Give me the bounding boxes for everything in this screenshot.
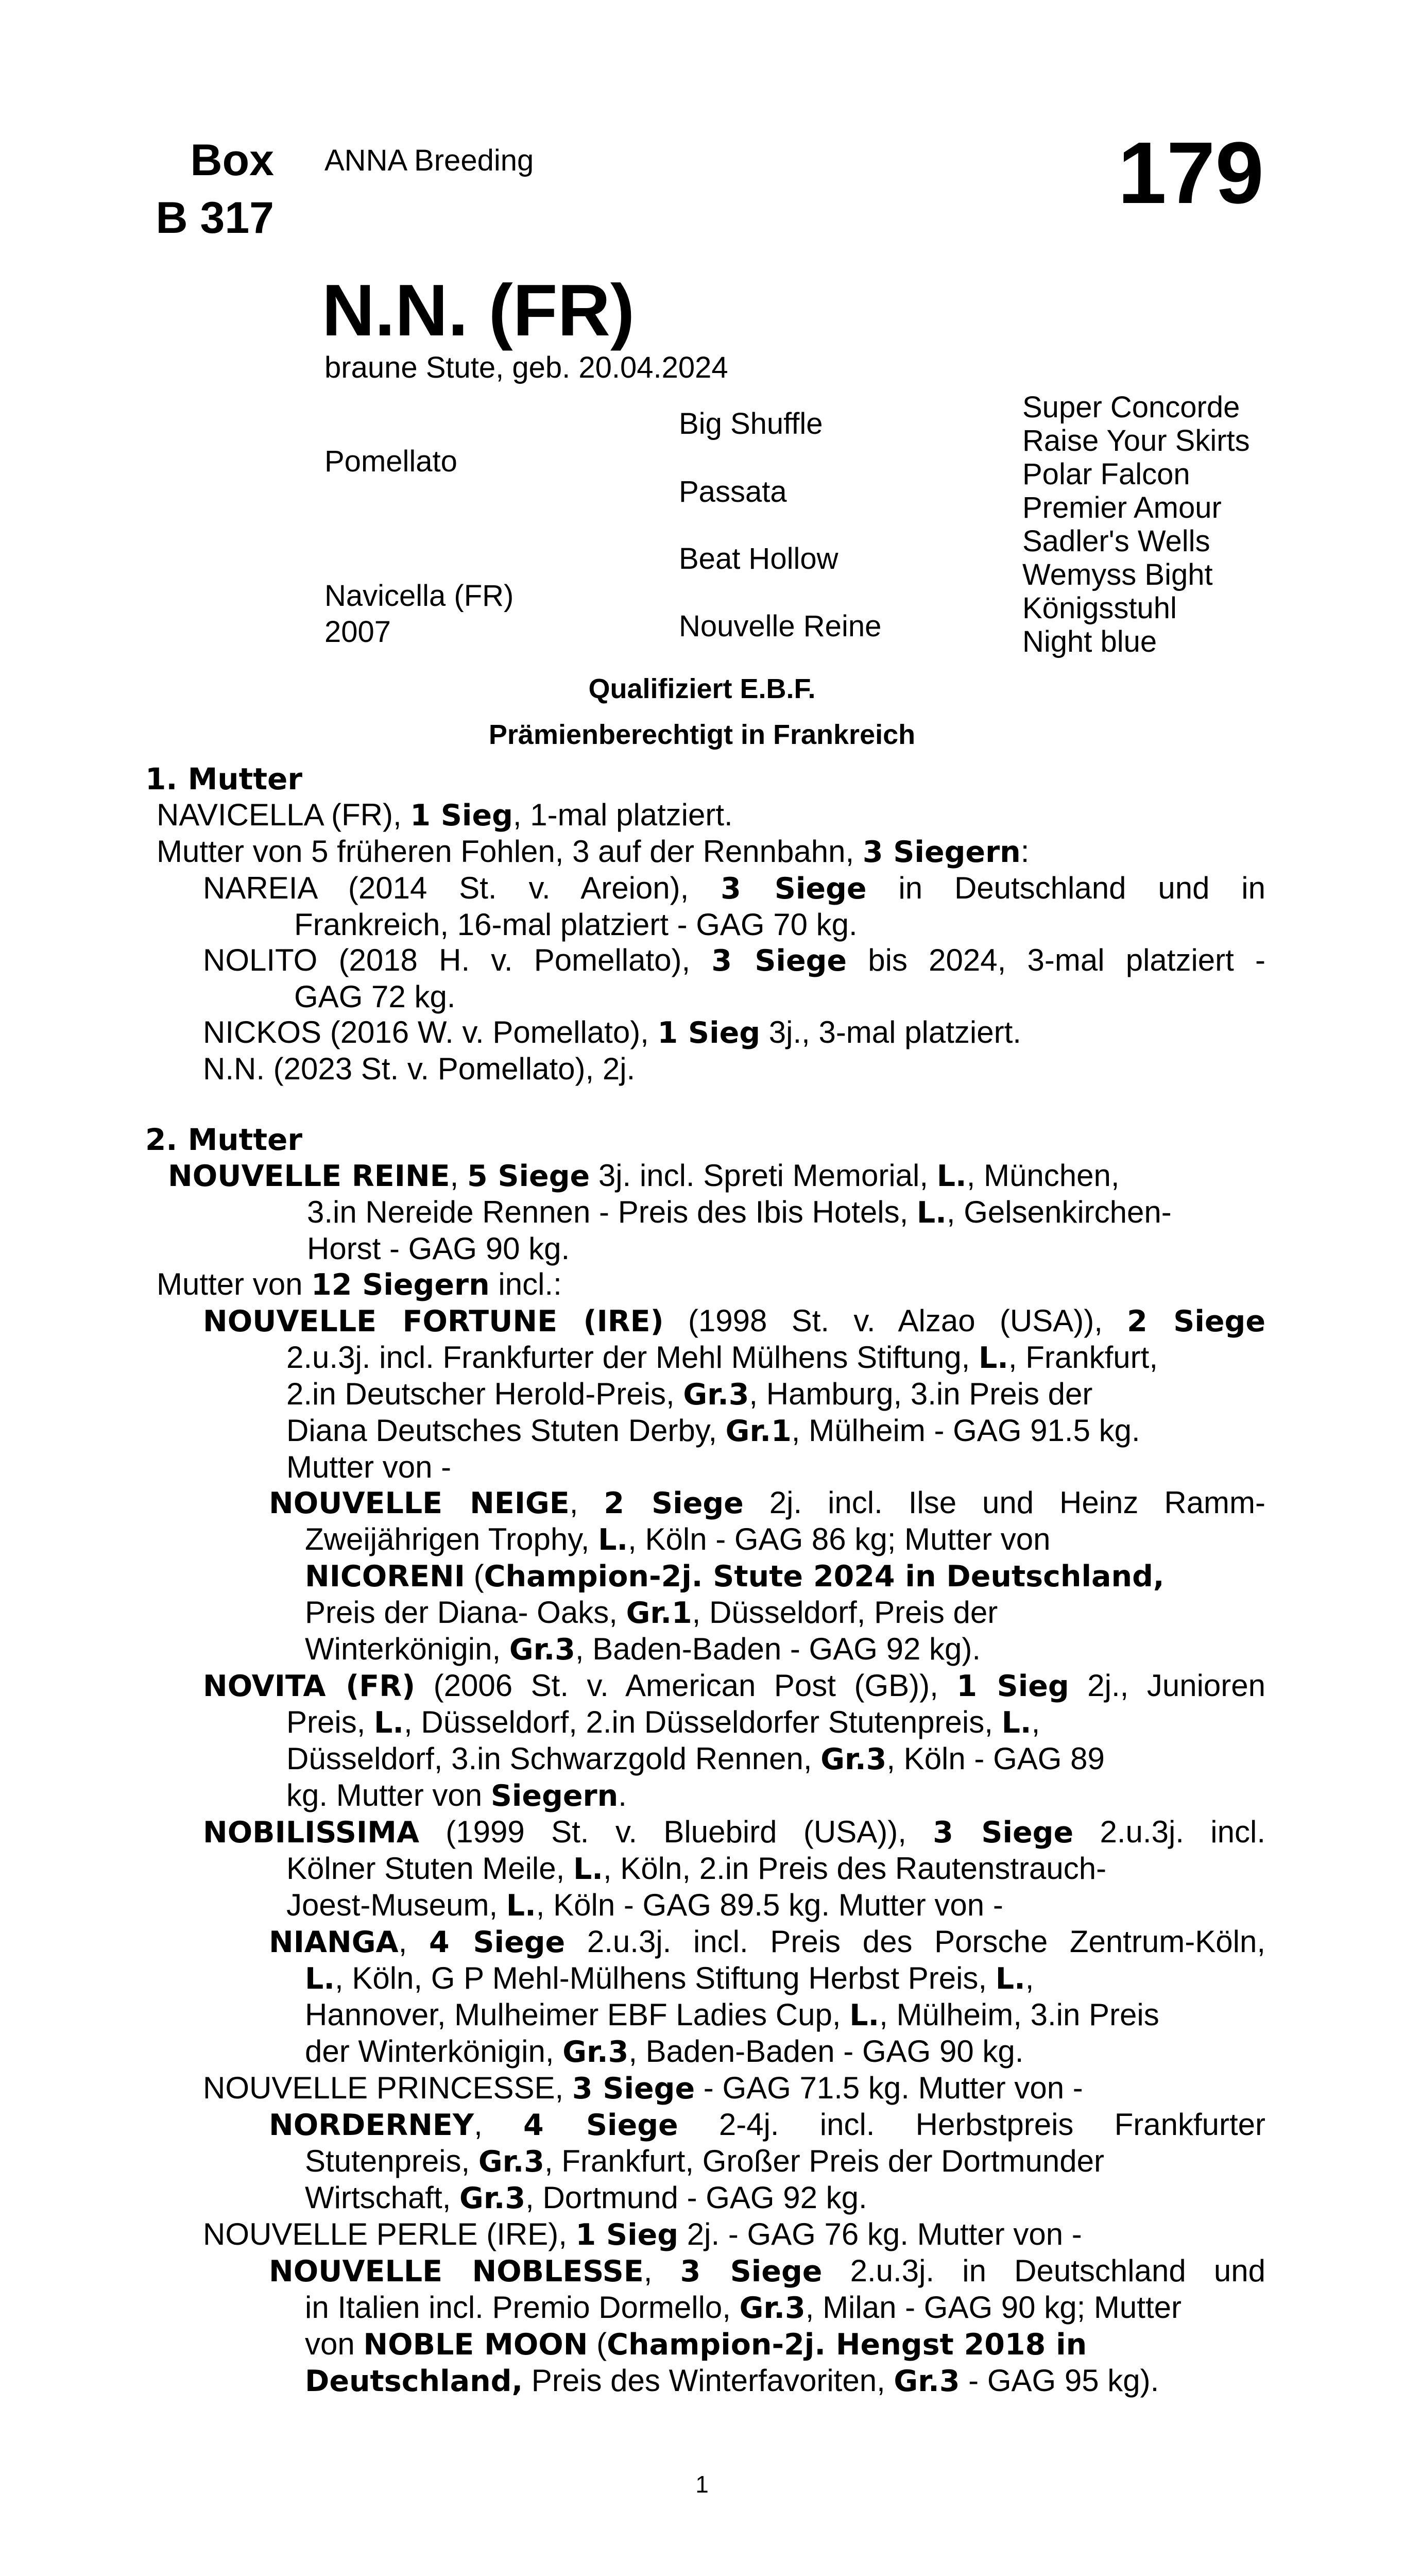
text: 2j., Junioren — [1069, 1668, 1265, 1703]
bold-text: Gr.3 — [478, 2145, 544, 2179]
entry-first-line — [203, 2216, 1265, 2253]
text: Wirtschaft, — [305, 2180, 460, 2215]
pedigree-sire: Pomellato — [324, 445, 457, 478]
pedigree-gen2: Passata — [679, 475, 787, 509]
text: GAG 72 kg. — [294, 979, 456, 1014]
entry-continuation-line — [203, 1777, 1265, 1814]
text: NOUVELLE PRINCESSE, — [203, 2071, 572, 2105]
bold-text: L. — [305, 1962, 335, 1996]
text: , Milan - GAG 90 kg; Mutter — [805, 2290, 1182, 2325]
pedigree-dam: Navicella (FR) — [324, 579, 514, 613]
bold-text: L. — [573, 1852, 603, 1886]
bold-text: NICORENI — [305, 1560, 465, 1594]
bold-text: Gr.1 — [626, 1596, 692, 1630]
box-info — [145, 131, 274, 247]
pedigree-gen3: Sadler's Wells — [1022, 524, 1210, 558]
pedigree-gen2: Big Shuffle — [679, 407, 823, 440]
bold-text: 4 Siege — [523, 2108, 678, 2142]
entry-first-line — [203, 2070, 1265, 2107]
text: 3j., 3-mal platziert. — [760, 1015, 1021, 1049]
first-dam-heading: 1. Mutter — [145, 761, 302, 796]
text: , Mülheim, 3.in Preis — [879, 1997, 1159, 2032]
text: Diana Deutsches Stuten Derby, — [286, 1413, 726, 1448]
bold-text: L. — [506, 1889, 536, 1923]
bold-text: L. — [598, 1523, 628, 1557]
text: kg. Mutter von — [286, 1778, 491, 1812]
entry-continuation-line — [203, 1887, 1265, 1924]
text: (1999 St. v. Bluebird (USA)), — [419, 1815, 933, 1849]
pedigree-gen3: Raise Your Skirts — [1022, 424, 1250, 457]
text: , 1-mal platziert. — [512, 798, 733, 832]
text: N.N. (2023 St. v. Pomellato), 2j. — [203, 1052, 636, 1086]
text: Horst - GAG 90 kg. — [307, 1231, 570, 1266]
bold-text: L. — [1001, 1706, 1032, 1740]
text: Kölner Stuten Meile, — [286, 1851, 573, 1886]
text: 2.u.3j. in Deutschland und — [822, 2253, 1266, 2288]
text: , Frankfurt, Großer Preis der Dortmunder — [544, 2144, 1104, 2178]
lot-number: 179 — [1118, 124, 1264, 222]
entry-continuation-line — [269, 1997, 1265, 2033]
produce-entry — [145, 1814, 1265, 1924]
bold-text: 1 Sieg — [657, 1016, 761, 1050]
text: - GAG 95 kg). — [960, 2363, 1159, 2398]
text: , — [643, 2253, 680, 2288]
text: 3.in Nereide Rennen - Preis des Ibis Hotels, — [307, 1195, 917, 1229]
bold-text: 3 Siege — [680, 2255, 823, 2289]
first-dam-line — [145, 797, 1265, 834]
entry-first-line — [269, 2253, 1265, 2290]
bold-text: 1 Sieg — [956, 1669, 1069, 1703]
bold-text: 3 Siege — [721, 872, 867, 906]
entry-continuation-line — [203, 979, 1265, 1014]
bold-text: 1 Sieg — [575, 2218, 679, 2252]
text: , — [569, 1485, 604, 1520]
first-dam-produce — [145, 870, 1265, 1087]
text: , — [398, 1924, 429, 1959]
text: 2j. - GAG 76 kg. Mutter von - — [678, 2217, 1082, 2251]
entry-continuation-line — [269, 1595, 1265, 1631]
bold-text: Champion-2j. Stute 2024 in Deutschland, — [484, 1560, 1165, 1594]
second-dam-heading: 2. Mutter — [145, 1122, 302, 1157]
produce-entry — [145, 942, 1265, 1014]
bold-text: NOVITA (FR) — [203, 1669, 416, 1703]
bold-text: 3 Siege — [711, 944, 847, 978]
text: , Mülheim - GAG 91.5 kg. — [791, 1413, 1140, 1448]
entry-continuation-line — [269, 2290, 1265, 2326]
entry-first-line — [269, 1485, 1265, 1521]
entry-continuation-line — [269, 2180, 1265, 2216]
text: 2.in Deutscher Herold-Preis, — [286, 1377, 683, 1411]
entry-continuation-line — [168, 1231, 1265, 1266]
text: , Köln, 2.in Preis des Rautenstrauch- — [603, 1851, 1107, 1886]
text: , — [1025, 1961, 1034, 1995]
text: , Hamburg, 3.in Preis der — [749, 1377, 1093, 1411]
entry-continuation-line — [269, 2033, 1265, 2070]
grandproduce-entry — [145, 2107, 1265, 2216]
text: Mutter von 5 früheren Fohlen, 3 auf der Rennbahn, — [157, 834, 863, 869]
text: , Frankfurt, — [1008, 1340, 1158, 1375]
text: ( — [588, 2327, 607, 2361]
bold-text: 2 Siege — [1127, 1304, 1266, 1338]
bold-text: NOBILISSIMA — [203, 1816, 419, 1850]
text: NAVICELLA (FR), — [157, 798, 410, 832]
text: NOUVELLE PERLE (IRE), — [203, 2217, 576, 2251]
grandproduce-entry — [145, 2253, 1265, 2399]
bold-text: 3 Siege — [572, 2072, 695, 2106]
text: NAREIA (2014 St. v. Areion), — [203, 871, 721, 905]
text: Preis der Diana- Oaks, — [305, 1595, 626, 1630]
premium-note: Prämienberechtigt in Frankreich — [488, 719, 916, 750]
bold-text: Champion-2j. Hengst 2018 in — [607, 2328, 1087, 2362]
text: , — [450, 1158, 467, 1193]
bold-text: L. — [995, 1962, 1025, 1996]
second-dam-entry — [145, 1158, 1265, 1266]
bold-text: 5 Siege — [467, 1159, 590, 1193]
text: , München, — [966, 1158, 1120, 1193]
text: Mutter von — [157, 1267, 312, 1301]
entry-first-line — [203, 942, 1265, 979]
pedigree-dam-year: 2007 — [324, 615, 391, 649]
text: Joest-Museum, — [286, 1888, 506, 1922]
bold-text: L. — [916, 1196, 947, 1230]
text: , Baden-Baden - GAG 92 kg). — [575, 1632, 981, 1666]
produce-entry — [145, 1051, 1265, 1087]
box-number: B 317 — [156, 193, 274, 243]
entry-first-line — [203, 870, 1265, 907]
text: 2.u.3j. incl. — [1073, 1815, 1265, 1849]
bold-text: 1 Sieg — [410, 799, 513, 833]
horse-description: braune Stute, geb. 20.04.2024 — [324, 351, 728, 384]
text: ( — [465, 1558, 484, 1593]
entry-continuation-line — [269, 2363, 1265, 2399]
text: Düsseldorf, 3.in Schwarzgold Rennen, — [286, 1741, 821, 1776]
bold-text: Gr.3 — [820, 1742, 887, 1776]
text: 2j. incl. Ilse und Heinz Ramm- — [743, 1485, 1265, 1520]
text: , Köln - GAG 89.5 kg. Mutter von - — [536, 1888, 1003, 1922]
produce-entry — [145, 1668, 1265, 1814]
text: , Dortmund - GAG 92 kg. — [525, 2180, 867, 2215]
text: von — [305, 2327, 364, 2361]
text: in Italien incl. Premio Dormello, — [305, 2290, 740, 2325]
bold-text: Gr.3 — [509, 1633, 575, 1667]
text: bis 2024, 3-mal platziert - — [847, 943, 1265, 977]
page-number: 1 — [695, 2471, 709, 2498]
pedigree-gen2: Nouvelle Reine — [679, 609, 882, 643]
bold-text: L. — [936, 1159, 967, 1193]
bold-text: NOBLE MOON — [363, 2328, 588, 2362]
bold-text: 4 Siege — [429, 1925, 566, 1959]
bold-text: NOUVELLE REINE — [168, 1159, 450, 1193]
entry-first-line — [168, 1158, 1265, 1194]
produce-entry — [145, 1014, 1265, 1051]
pedigree-gen2: Beat Hollow — [679, 542, 838, 575]
bold-text: L. — [978, 1341, 1008, 1375]
pedigree-notes — [145, 761, 1265, 2399]
text: NOLITO (2018 H. v. Pomellato), — [203, 943, 712, 977]
qualification-note: Qualifiziert E.B.F. — [588, 673, 816, 704]
text: Preis des Winterfavoriten, — [523, 2363, 894, 2398]
entry-first-line — [203, 1014, 1265, 1051]
produce-entry — [145, 2070, 1265, 2107]
entry-continuation-line — [203, 1340, 1265, 1376]
entry-first-line — [269, 1924, 1265, 1960]
bold-text: Gr.3 — [459, 2181, 526, 2215]
text: 2.u.3j. incl. Preis des Porsche Zentrum-Köln, — [565, 1924, 1266, 1959]
bold-text: Gr.3 — [894, 2364, 960, 2398]
bold-text: Deutschland, — [305, 2364, 523, 2398]
text: der Winterkönigin, — [305, 2034, 563, 2069]
bold-text: Gr.1 — [725, 1414, 792, 1448]
first-dam-produce-summary — [145, 834, 1265, 870]
entry-continuation-line — [203, 1449, 1265, 1485]
text: , — [474, 2107, 523, 2142]
text: Winterkönigin, — [305, 1632, 509, 1666]
text: Zweijährigen Trophy, — [305, 1522, 598, 1556]
entry-continuation-line — [269, 1631, 1265, 1668]
grandproduce-entry — [145, 1924, 1265, 2070]
entry-first-line — [203, 1303, 1265, 1340]
text: (1998 St. v. Alzao (USA)), — [663, 1303, 1127, 1338]
text: , — [1031, 1705, 1040, 1739]
text: . — [618, 1778, 627, 1812]
text: 2.u.3j. incl. Frankfurter der Mehl Mülhens Stiftung, — [286, 1340, 979, 1375]
bold-text: 3 Siege — [933, 1816, 1074, 1850]
text: Stutenpreis, — [305, 2144, 478, 2178]
entry-continuation-line — [269, 2326, 1265, 2363]
entry-continuation-line — [203, 1413, 1265, 1449]
text: 2-4j. incl. Herbstpreis Frankfurter — [678, 2107, 1266, 2142]
entry-continuation-line — [168, 1194, 1265, 1231]
entry-continuation-line — [203, 1741, 1265, 1777]
bold-text: Gr.3 — [562, 2035, 629, 2069]
text: Preis, — [286, 1705, 374, 1739]
grandproduce-entry — [145, 1485, 1265, 1668]
bold-text: Gr.3 — [739, 2291, 806, 2325]
bold-text: NORDERNEY — [269, 2108, 474, 2142]
box-label: Box — [190, 135, 274, 185]
pedigree-gen3: Wemyss Bight — [1022, 558, 1213, 591]
bold-text: NIANGA — [269, 1925, 399, 1959]
text: 3j. incl. Spreti Memorial, — [590, 1158, 937, 1193]
entry-first-line — [269, 2107, 1265, 2143]
bold-text: 2 Siege — [604, 1486, 744, 1520]
text: , Gelsenkirchen- — [946, 1195, 1172, 1229]
entry-continuation-line — [269, 2143, 1265, 2180]
pedigree-gen3: Polar Falcon — [1022, 457, 1190, 491]
entry-continuation-line — [203, 1704, 1265, 1741]
text: , Köln, G P Mehl-Mülhens Stiftung Herbst Preis, — [334, 1961, 996, 1995]
pedigree-gen3: Super Concorde — [1022, 391, 1240, 424]
text: incl.: — [489, 1267, 562, 1301]
entry-continuation-line — [203, 907, 1265, 942]
bold-text: Siegern — [490, 1779, 619, 1813]
text: , Baden-Baden - GAG 90 kg. — [628, 2034, 1024, 2069]
pedigree-gen3: Night blue — [1022, 625, 1157, 658]
bold-text: NOUVELLE NOBLESSE — [269, 2255, 644, 2289]
text: in Deutschland und in — [866, 871, 1265, 905]
pedigree-gen3: Königsstuhl — [1022, 591, 1177, 625]
breeder-name: ANNA Breeding — [324, 144, 534, 177]
entry-continuation-line — [203, 1376, 1265, 1413]
produce-entry — [145, 870, 1265, 942]
text: Hannover, Mulheimer EBF Ladies Cup, — [305, 1997, 850, 2032]
entry-continuation-line — [269, 1521, 1265, 1558]
produce-entry — [145, 2216, 1265, 2253]
bold-text: 3 Siegern — [862, 835, 1021, 869]
bold-text: L. — [374, 1706, 404, 1740]
bold-text: NOUVELLE NEIGE — [269, 1486, 570, 1520]
text: , Düsseldorf, 2.in Düsseldorfer Stutenpreis, — [404, 1705, 1002, 1739]
text: , Köln - GAG 89 — [886, 1741, 1105, 1776]
entry-first-line — [203, 1051, 1265, 1087]
text: : — [1020, 834, 1030, 869]
text: , Düsseldorf, Preis der — [692, 1595, 998, 1630]
text: (2006 St. v. American Post (GB)), — [415, 1668, 957, 1703]
text: NICKOS (2016 W. v. Pomellato), — [203, 1015, 658, 1049]
second-dam-record — [157, 1158, 1265, 1266]
bold-text: NOUVELLE FORTUNE (IRE) — [203, 1304, 664, 1338]
text: Mutter von - — [286, 1450, 452, 1484]
second-dam-produce — [145, 1303, 1265, 2399]
entry-first-line — [203, 1668, 1265, 1704]
entry-continuation-line — [269, 1960, 1265, 1997]
pedigree-gen3: Premier Amour — [1022, 491, 1222, 524]
entry-continuation-line — [203, 1851, 1265, 1887]
text: - GAG 71.5 kg. Mutter von - — [695, 2071, 1083, 2105]
bold-text: L. — [849, 1998, 880, 2032]
horse-name: N.N. (FR) — [322, 269, 635, 351]
bold-text: Gr.3 — [683, 1378, 749, 1412]
text: , Köln - GAG 86 kg; Mutter von — [628, 1522, 1051, 1556]
second-dam-produce-summary — [145, 1266, 1265, 1303]
bold-text: 12 Siegern — [311, 1268, 490, 1302]
produce-entry — [145, 1303, 1265, 1485]
text: Frankreich, 16-mal platziert - GAG 70 kg. — [294, 907, 858, 942]
entry-first-line — [203, 1814, 1265, 1851]
entry-continuation-line — [269, 1558, 1265, 1595]
